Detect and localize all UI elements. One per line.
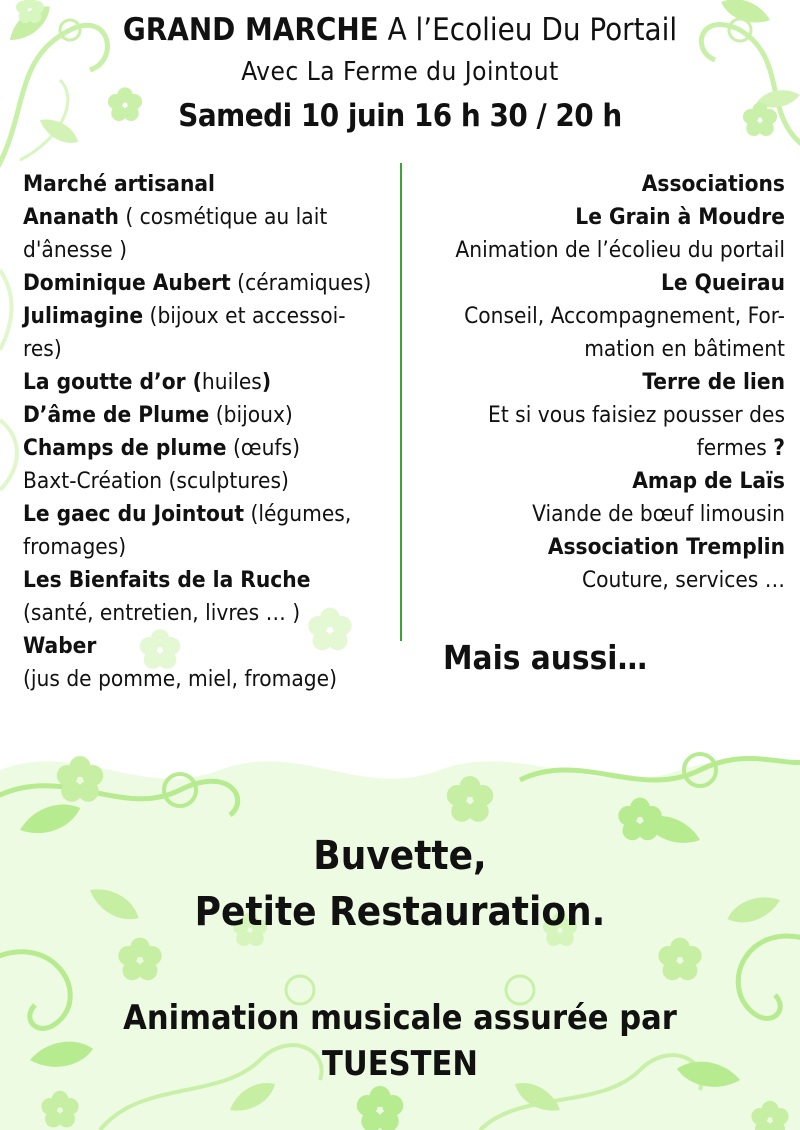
vendor-goutte-dor: La goutte d’or (huiles)	[23, 369, 272, 395]
event-subtitle: Avec La Ferme du Jointout	[241, 57, 559, 87]
buvette-line: Buvette,	[313, 833, 487, 879]
assoc-grain-a-moudre: Le Grain à Moudre	[575, 204, 785, 230]
assoc-grain-a-moudre-desc: Animation de l’écolieu du portail	[455, 237, 785, 263]
assoc-queirau-desc-2: mation en bâtiment	[584, 336, 785, 362]
assoc-terre-de-lien-desc-2: fermes ?	[696, 435, 785, 461]
assoc-tremplin-desc: Couture, services …	[582, 567, 785, 593]
vendor-julimagine: Julimagine (bijoux et accessoi-	[23, 303, 346, 329]
event-title-location: A l’Ecolieu Du Portail	[387, 12, 678, 48]
assoc-amap-de-lais: Amap de Laïs	[632, 468, 785, 494]
vendor-bienfaits-ruche: Les Bienfaits de la Ruche	[23, 567, 311, 593]
event-date: Samedi 10 juin 16 h 30 / 20 h	[178, 98, 622, 134]
column-divider	[400, 163, 402, 641]
associations-column	[404, 168, 785, 597]
associations-heading: Associations	[641, 171, 785, 197]
music-animation-line: Animation musicale assurée par	[123, 998, 677, 1038]
assoc-queirau: Le Queirau	[660, 270, 785, 296]
vendor-aubert: Dominique Aubert (céramiques)	[23, 270, 372, 296]
vendor-baxt-creation: Baxt-Création (sculptures)	[23, 468, 289, 494]
assoc-queirau-desc-1: Conseil, Accompagnement, For-	[464, 303, 785, 329]
vendor-gaec-jointout-desc: fromages)	[23, 534, 127, 560]
artisan-market-heading: Marché artisanal	[23, 171, 215, 197]
vendor-waber-desc: (jus de pomme, miel, fromage)	[23, 666, 338, 692]
vendor-ame-de-plume: D’âme de Plume (bijoux)	[23, 402, 293, 428]
band-name: TUESTEN	[321, 1044, 478, 1084]
vendor-julimagine-desc: res)	[23, 336, 62, 362]
vendor-ananath: Ananath ( cosmétique au lait	[23, 204, 328, 230]
artisan-market-column	[23, 168, 403, 696]
assoc-terre-de-lien-desc-1: Et si vous faisiez pousser des	[488, 402, 785, 428]
vendor-champs-de-plume: Champs de plume (œufs)	[23, 435, 300, 461]
assoc-tremplin: Association Tremplin	[547, 534, 785, 560]
vendor-ananath-desc: d'ânesse )	[23, 237, 127, 263]
vendor-waber: Waber	[23, 633, 97, 659]
event-title-bold: GRAND MARCHE	[122, 12, 379, 48]
assoc-amap-de-lais-desc: Viande de bœuf limousin	[532, 501, 785, 527]
vendor-gaec-jointout: Le gaec du Jointout (légumes,	[23, 501, 352, 527]
restauration-line: Petite Restauration.	[194, 889, 606, 935]
mais-aussi-heading: Mais aussi…	[443, 638, 648, 677]
event-title	[0, 10, 800, 50]
assoc-terre-de-lien: Terre de lien	[642, 369, 785, 395]
vendor-bienfaits-ruche-desc: (santé, entretien, livres … )	[23, 600, 301, 626]
